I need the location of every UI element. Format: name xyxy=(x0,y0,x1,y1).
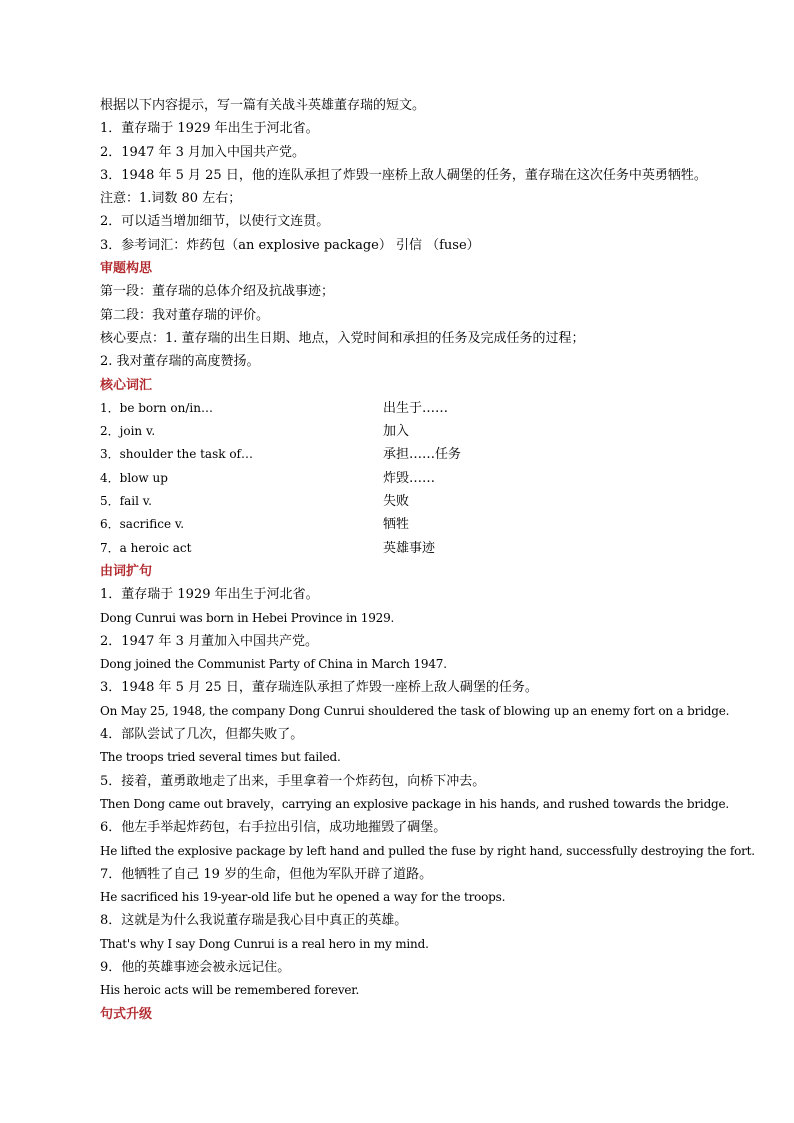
vocab-heading: 核心词汇 xyxy=(100,377,153,393)
vocab-chinese: 牺牲 xyxy=(383,517,410,533)
vocab-row xyxy=(100,513,740,536)
vocab-english: 1．be born on/in… xyxy=(100,400,213,415)
prompt-note-1: 注意：1.词数 80 左右； xyxy=(100,191,242,207)
analysis-line-4: 2. 我对董存瑞的高度赞扬。 xyxy=(100,354,260,370)
vocab-english: 6．sacrifice v. xyxy=(100,517,185,532)
sentence-english: He lifted the explosive package by left hand and pulled the fuse by right hand, successfully destroying the fort. xyxy=(100,843,755,858)
sentence-chinese: 7．他牺牲了自己 19 岁的生命，但他为军队开辟了道路。 xyxy=(100,866,433,882)
vocab-chinese: 承担……任务 xyxy=(383,447,462,463)
prompt-intro: 根据以下内容提示，写一篇有关战斗英雄董存瑞的短文。 xyxy=(100,98,426,113)
sentence-english: The troops tried several times but failed. xyxy=(100,750,341,765)
sentence-chinese: 3．1948 年 5 月 25 日，董存瑞连队承担了炸毁一座桥上敌人碉堡的任务。 xyxy=(100,680,538,696)
analysis-line-2: 第二段：我对董存瑞的评价。 xyxy=(100,307,270,323)
sentences-heading: 由词扩句 xyxy=(100,563,153,579)
vocab-chinese: 英雄事迹 xyxy=(383,540,436,556)
sentence-chinese: 9．他的英雄事迹会被永远记住。 xyxy=(100,959,291,975)
sentence-english: On May 25, 1948, the company Dong Cunrui shouldered the task of blowing up an enemy fort on a bridge. xyxy=(100,703,730,718)
document-page xyxy=(100,94,755,1026)
analysis-line-1: 第一段：董存瑞的总体介绍及抗战事迹； xyxy=(100,284,335,300)
sentence-english: His heroic acts will be remembered forever. xyxy=(100,983,360,998)
sentence-english: He sacrificed his 19-year-old life but he opened a way for the troops. xyxy=(100,890,506,905)
vocab-chinese: 失败 xyxy=(383,494,410,510)
sentence-english: That's why I say Dong Cunrui is a real hero in my mind. xyxy=(100,936,429,951)
sentence-english: Dong Cunrui was born in Hebei Province in 1929. xyxy=(100,610,395,625)
vocab-row xyxy=(100,467,740,490)
vocab-row xyxy=(100,420,740,443)
vocab-row xyxy=(100,537,740,560)
sentence-chinese: 6．他左手举起炸药包，右手拉出引信，成功地摧毁了碉堡。 xyxy=(100,820,447,836)
vocab-english: 5．fail v. xyxy=(100,494,152,509)
vocab-english: 3．shoulder the task of… xyxy=(100,447,254,462)
vocab-chinese: 炸毁…… xyxy=(383,470,436,486)
sentence-chinese: 8．这就是为什么我说董存瑞是我心目中真正的英雄。 xyxy=(100,913,408,929)
prompt-point-1: 1．董存瑞于 1929 年出生于河北省。 xyxy=(100,121,319,137)
sentence-chinese: 5．接着，董勇敢地走了出来，手里拿着一个炸药包，向桥下冲去。 xyxy=(100,773,486,789)
sentence-english: Dong joined the Communist Party of China in March 1947. xyxy=(100,657,447,672)
sentence-english: Then Dong came out bravely，carrying an explosive package in his hands, and rushed towards the bridge. xyxy=(100,796,730,811)
prompt-note-2: 2．可以适当增加细节，以使行文连贯。 xyxy=(100,214,330,230)
vocab-chinese: 加入 xyxy=(383,424,410,440)
vocab-row xyxy=(100,443,740,466)
vocab-row xyxy=(100,397,740,420)
prompt-note-3: 3．参考词汇：炸药包（an explosive package） 引信 （fuse） xyxy=(100,237,480,253)
prompt-point-2: 2．1947 年 3 月加入中国共产党。 xyxy=(100,144,306,160)
sentence-chinese: 1．董存瑞于 1929 年出生于河北省。 xyxy=(100,587,319,603)
upgrade-heading: 句式升级 xyxy=(100,1006,153,1022)
vocab-chinese: 出生于…… xyxy=(383,400,449,416)
analysis-line-3: 核心要点：1. 董存瑞的出生日期、地点，入党时间和承担的任务及完成任务的过程； xyxy=(100,330,585,346)
vocab-english: 7．a heroic act xyxy=(100,540,192,555)
vocab-english: 2．join v. xyxy=(100,424,156,439)
vocab-row xyxy=(100,490,740,513)
vocab-english: 4．blow up xyxy=(100,470,168,485)
sentence-chinese: 2．1947 年 3 月董加入中国共产党。 xyxy=(100,633,319,649)
prompt-point-3: 3．1948 年 5 月 25 日，他的连队承担了炸毁一座桥上敌人碉堡的任务，董存瑞在这次任务中英勇牺牲。 xyxy=(100,167,707,183)
analysis-heading: 审题构思 xyxy=(100,261,153,277)
sentence-chinese: 4．部队尝试了几次，但都失败了。 xyxy=(100,727,304,743)
